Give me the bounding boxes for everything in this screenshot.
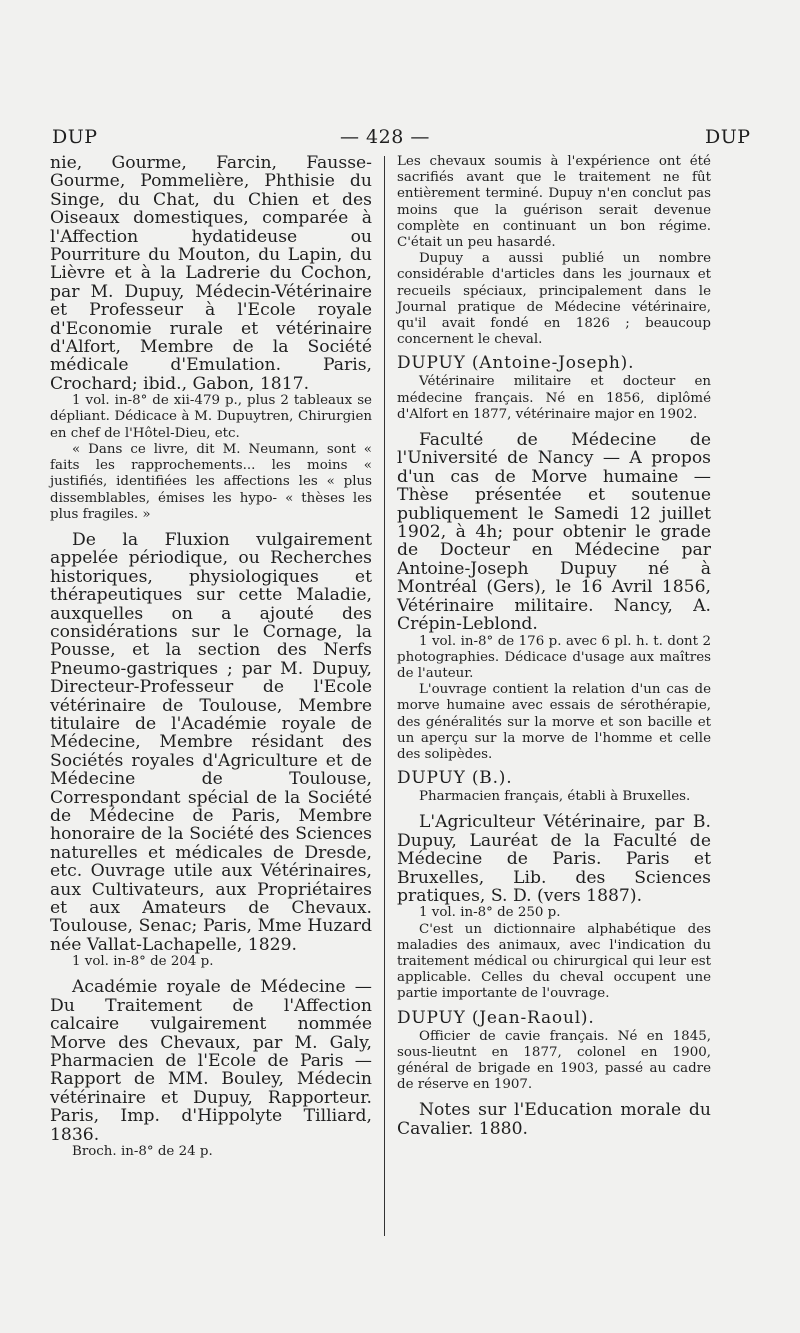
paragraph: Académie royale de Médecine — Du Traitement de l'Affection calcaire vulgairement nommée Morve des Chevaux, par M. Galy, Pharmacien de l'Ecole de Paris — Rapport de MM. Bouley, Médecin vétérinaire et Dupuy, Rapporteur. Paris, Imp. d'Hippolyte Tilliard, 1836. bbox=[50, 977, 372, 1145]
entry-heading: DUPUY (B.). bbox=[397, 768, 513, 789]
paragraph: De la Fluxion vulgairement appelée périodique, ou Recherches historiques, physiologiques et thérapeutiques sur cette Maladie, auxquelles on a ajouté des considérations sur le Cornage, la Pousse, et la section des Nerfs Pneumo-gastriques ; par M. Dupuy, Directeur-Professeur de l'Ecole vétérinaire de Toulouse, Membre titulaire de l'Académie royale de Médecine, Membre résidant des Sociétés royales d'Agriculture et de Médecine de Toulouse, Correspondant spécial de la Société de Médecine de Paris, Membre honoraire de la Société des Sciences naturelles et médicales de Dresde, etc. Ouvrage utile aux Vétérinaires, aux Cultivateurs, aux Propriétaires et aux Amateurs de Chevaux. Toulouse, Senac; Paris, Mme Huzard née Vallat-Lachapelle, 1829. bbox=[50, 529, 372, 955]
paragraph: Vétérinaire militaire et docteur en médecine français. Né en 1856, diplômé d'Alfort en 1877, vétérinaire major en 1902. bbox=[397, 374, 711, 422]
paragraph: Officier de cavie français. Né en 1845, sous-lieutnt en 1877, colonel en 1900, général de brigade en 1903, passé au cadre de réserve en 1907. bbox=[397, 1028, 711, 1093]
page-number: — 428 — bbox=[340, 126, 430, 148]
right-column bbox=[397, 154, 711, 1138]
paragraph: 1 vol. in-8° de 250 p. bbox=[419, 905, 561, 921]
paragraph: Pharmacien français, établi à Bruxelles. bbox=[419, 789, 691, 805]
column-divider bbox=[384, 156, 385, 1236]
paragraph: 1 vol. in-8° de 204 p. bbox=[72, 954, 214, 970]
paragraph: L'Agriculteur Vétérinaire, par B. Dupuy, Lauréat de la Faculté de Médecine de Paris. Paris et Bruxelles, Lib. des Sciences pratiques, S. D. (vers 1887). bbox=[397, 812, 711, 906]
left-column bbox=[50, 154, 372, 1160]
entry-heading: DUPUY (Antoine-Joseph). bbox=[397, 353, 635, 374]
paragraph: 1 vol. in-8° de 176 p. avec 6 pl. h. t. dont 2 photographies. Dédicace d'usage aux maîtres de l'auteur. bbox=[397, 633, 711, 681]
entry-heading: DUPUY (Jean-Raoul). bbox=[397, 1007, 595, 1028]
paragraph: Les chevaux soumis à l'expérience ont été sacrifiés avant que le traitement ne fût entièrement terminé. Dupuy n'en conclut pas moins que la guérison serait devenue complète en continuant un bon régime. C'était un peu hasardé. bbox=[397, 154, 711, 251]
paragraph: « Dans ce livre, dit M. Neumann, sont « faits les rapprochements... les moins « justifiés, identifiées les affections les « plus dissemblables, émises les hypo- « thèses les plus fragiles. » bbox=[50, 441, 372, 522]
paragraph: 1 vol. in-8° de xii-479 p., plus 2 tableaux se dépliant. Dédicace à M. Dupuytren, Chirurgien en chef de l'Hôtel-Dieu, etc. bbox=[50, 393, 372, 441]
paragraph: C'est un dictionnaire alphabétique des maladies des animaux, avec l'indication du traitement médical ou chirurgical qui leur est applicable. Celles du cheval occupent une partie importante de l'ouvrage. bbox=[397, 921, 711, 1002]
paragraph: Dupuy a aussi publié un nombre considérable d'articles dans les journaux et recueils spéciaux, principalement dans le Journal pratique de Médecine vétérinaire, qu'il avait fondé en 1826 ; beaucoup concernent le cheval. bbox=[397, 251, 711, 348]
running-head-left: DUP bbox=[52, 126, 98, 148]
paragraph: L'ouvrage contient la relation d'un cas de morve humaine avec essais de sérothérapie, des généralités sur la morve et son bacille et un aperçu sur la morve de l'homme et celle des solipèdes. bbox=[397, 682, 711, 762]
paragraph: nie, Gourme, Farcin, Fausse-Gourme, Pommelière, Phthisie du Singe, du Chat, du Chien et des Oiseaux domestiques, comparée à l'Affection hydatideuse ou Pourriture du Mouton, du Lapin, du Lièvre et à la Ladrerie du Cochon, par M. Dupuy, Médecin-Vétérinaire et Professeur à l'Ecole royale d'Economie rurale et vétérinaire d'Alfort, Membre de la Société médicale d'Emulation. Paris, Crochard; ibid., Gabon, 1817. bbox=[50, 153, 372, 394]
paragraph: Broch. in-8° de 24 p. bbox=[72, 1144, 213, 1160]
paragraph: Faculté de Médecine de l'Université de Nancy — A propos d'un cas de Morve humaine — Thèse présentée et soutenue publiquement le Samedi 12 juillet 1902, à 4h; pour obtenir le grade de Docteur en Médecine par Antoine-Joseph Dupuy né à Montréal (Gers), le 16 Avril 1856, Vétérinaire militaire. Nancy, A. Crépin-Leblond. bbox=[397, 430, 711, 635]
paragraph: Notes sur l'Education morale du Cavalier. 1880. bbox=[397, 1100, 711, 1139]
running-head-right: DUP bbox=[705, 126, 751, 148]
